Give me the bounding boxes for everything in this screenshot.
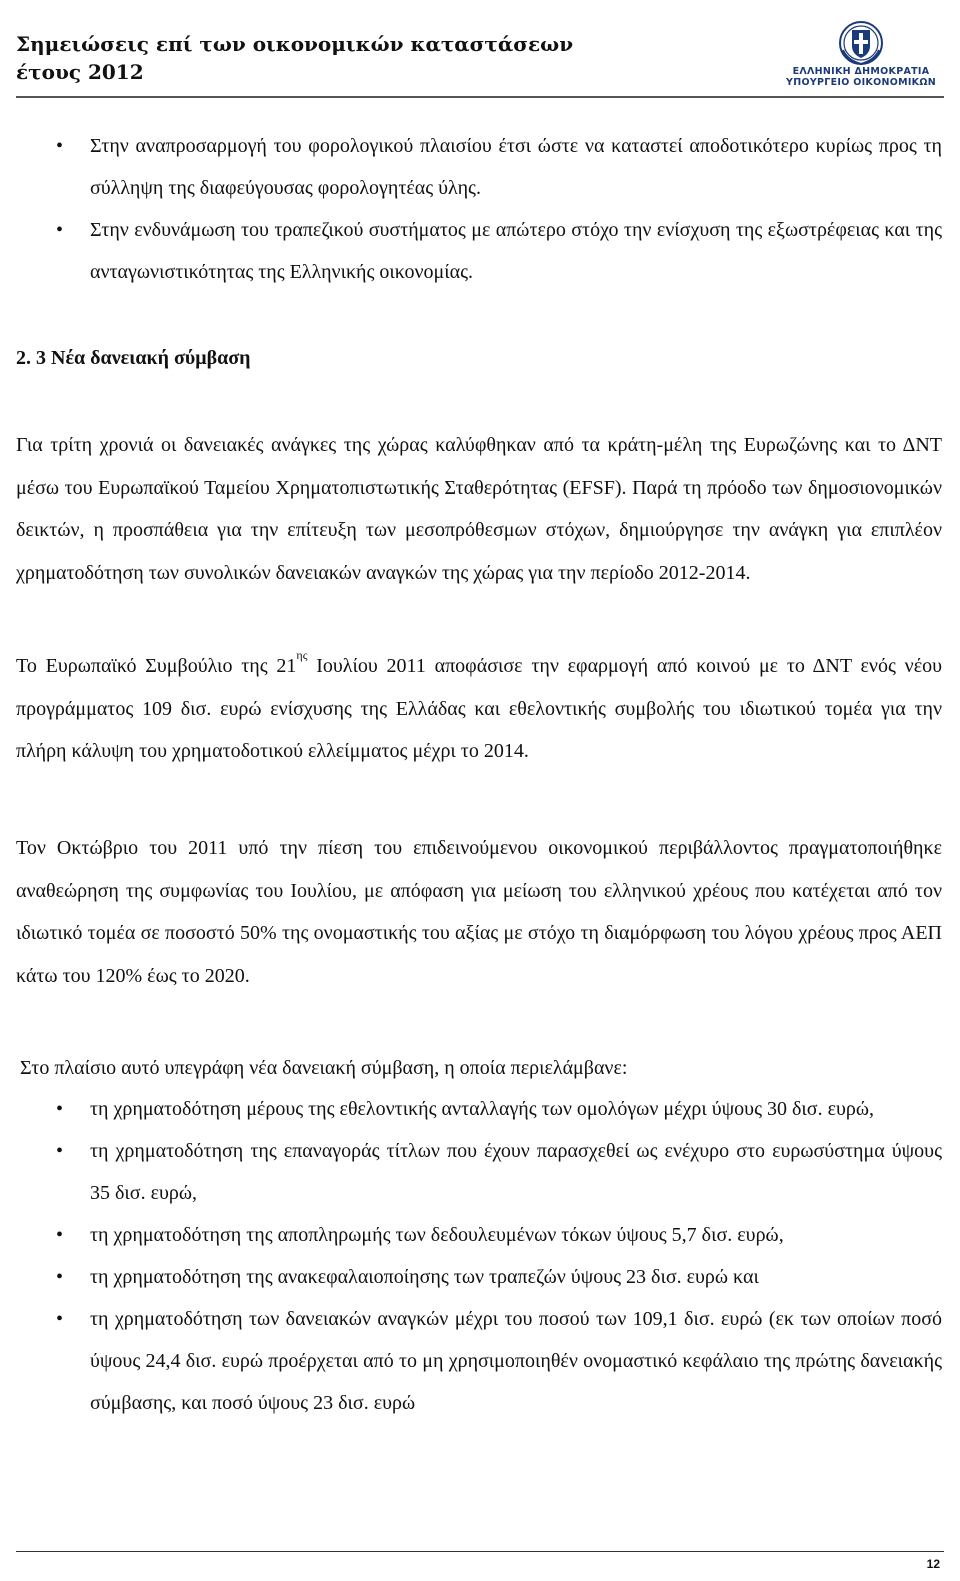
- header-title: [16, 30, 573, 86]
- paragraph-october-revision: Τον Οκτώβριο του 2011 υπό την πίεση του επιδεινούμενου οικονομικού περιβάλλοντος πραγματοποιήθηκε αναθεώρηση της συμφωνίας του Ιουλίου, με απόφαση για μείωση του ελληνικού χρέους που κατέχεται από τον ιδιωτικό τομέα σε ποσοστό 50% της ονομαστικής του αξίας με στόχο τη διαμόρφωση του λόγου χρέους προς ΑΕΠ κάτω του 120% έως το 2020.: [16, 837, 942, 987]
- header-divider: [16, 96, 944, 98]
- list-item: [16, 209, 942, 293]
- list-item-text: τη χρηματοδότηση της επαναγοράς τίτλων που έχουν παρασχεθεί ως ενέχυρο στο ευρωσύστημα ύψους 35 δισ. ευρώ,: [90, 1140, 942, 1204]
- header-title-line2: έτους 2012: [16, 60, 144, 84]
- list-item: [16, 1214, 942, 1256]
- ministry-logo: [776, 20, 946, 92]
- list-item: [16, 1130, 942, 1214]
- bullet-icon: •: [56, 219, 64, 241]
- list-item-text: Στην αναπροσαρμογή του φορολογικού πλαισίου έτσι ώστε να καταστεί αποδοτικότερο κυρίως προς τη σύλληψη της διαφεύγουσας φορολογητέας ύλης.: [90, 135, 942, 199]
- list-item: [16, 1256, 942, 1298]
- greek-coat-of-arms-icon: [837, 20, 885, 66]
- page-header: [16, 20, 946, 100]
- bullet-icon: •: [56, 1098, 64, 1120]
- bullet-icon: •: [56, 1308, 64, 1330]
- page-number: 12: [926, 1557, 940, 1571]
- section-heading: 2. 3 Νέα δανειακή σύμβαση: [16, 347, 251, 369]
- paragraph-text-start: Το Ευρωπαϊκό Συμβούλιο της 21: [16, 655, 297, 677]
- list-item-text: τη χρηματοδότηση της ανακεφαλαιοποίησης των τραπεζών ύψους 23 δισ. ευρώ και: [90, 1266, 759, 1288]
- intro-bullet-list: [16, 125, 942, 293]
- ordinal-suffix: ης: [296, 648, 308, 662]
- logo-text-republic: ΕΛΛΗΝΙΚΗ ΔΗΜΟΚΡΑΤΙΑ: [792, 66, 930, 77]
- list-item-text: Στην ενδυνάμωση του τραπεζικού συστήματος με απώτερο στόχο την ενίσχυση της εξωστρέφειας και της ανταγωνιστικότητας της Ελληνικής οικονομίας.: [90, 219, 942, 283]
- paragraph-loan-needs: Για τρίτη χρονιά οι δανειακές ανάγκες της χώρας καλύφθηκαν από τα κράτη-μέλη της Ευρωζώνης και το ΔΝΤ μέσω του Ευρωπαϊκού Ταμείου Χρηματοπιστωτικής Σταθερότητας (EFSF). Παρά τη πρόοδο των δημοσιονομικών δεικτών, η προσπάθεια για την επίτευξη των μεσοπρόθεσμων στόχων, δημιούργησε την ανάγκη για επιπλέον χρηματοδότηση των συνολικών δανειακών αναγκών της χώρας για την περίοδο 2012-2014.: [16, 434, 942, 584]
- bullet-icon: •: [56, 1140, 64, 1162]
- list-item-text: τη χρηματοδότηση των δανειακών αναγκών μέχρι του ποσού των 109,1 δισ. ευρώ (εκ των οποίων ποσό ύψους 24,4 δισ. ευρώ προέρχεται από το μη χρησιμοποιηθέν ονομαστικό κεφάλαιο της πρώτης δανειακής σύμβασης, και ποσό ύψους 23 δισ. ευρώ: [90, 1308, 942, 1414]
- list-item: [16, 1088, 942, 1130]
- paragraph-european-council: [16, 645, 942, 773]
- footer-divider: [16, 1551, 944, 1552]
- list-item-text: τη χρηματοδότηση μέρους της εθελοντικής ανταλλαγής των ομολόγων μέχρι ύψους 30 δισ. ευρώ,: [90, 1098, 875, 1120]
- loan-bullet-list: [16, 1088, 942, 1424]
- bullet-icon: •: [56, 1224, 64, 1246]
- header-title-line1: Σημειώσεις επί των οικονομικών καταστάσεων: [16, 32, 574, 56]
- list-item: [16, 125, 942, 209]
- list-item: [16, 1298, 942, 1424]
- logo-text-ministry: ΥΠΟΥΡΓΕΙΟ ΟΙΚΟΝΟΜΙΚΩΝ: [786, 77, 936, 88]
- paragraph-text-end: Ιουλίου 2011 αποφάσισε την εφαρμογή από κοινού με το ΔΝΤ ενός νέου προγράμματος 109 δισ. ευρώ ενίσχυσης της Ελλάδας και εθελοντικής συμβολής του ιδιωτικού τομέα για την πλήρη κάλυψη του χρηματοδοτικού ελλείμματος μέχρι το 2014.: [16, 655, 942, 762]
- list-item-text: τη χρηματοδότηση της αποπληρωμής των δεδουλευμένων τόκων ύψους 5,7 δισ. ευρώ,: [90, 1224, 784, 1246]
- bullet-icon: •: [56, 1266, 64, 1288]
- paragraph-new-agreement: Στο πλαίσιο αυτό υπεγράφη νέα δανειακή σύμβαση, η οποία περιελάμβανε:: [20, 1057, 628, 1079]
- bullet-icon: •: [56, 135, 64, 157]
